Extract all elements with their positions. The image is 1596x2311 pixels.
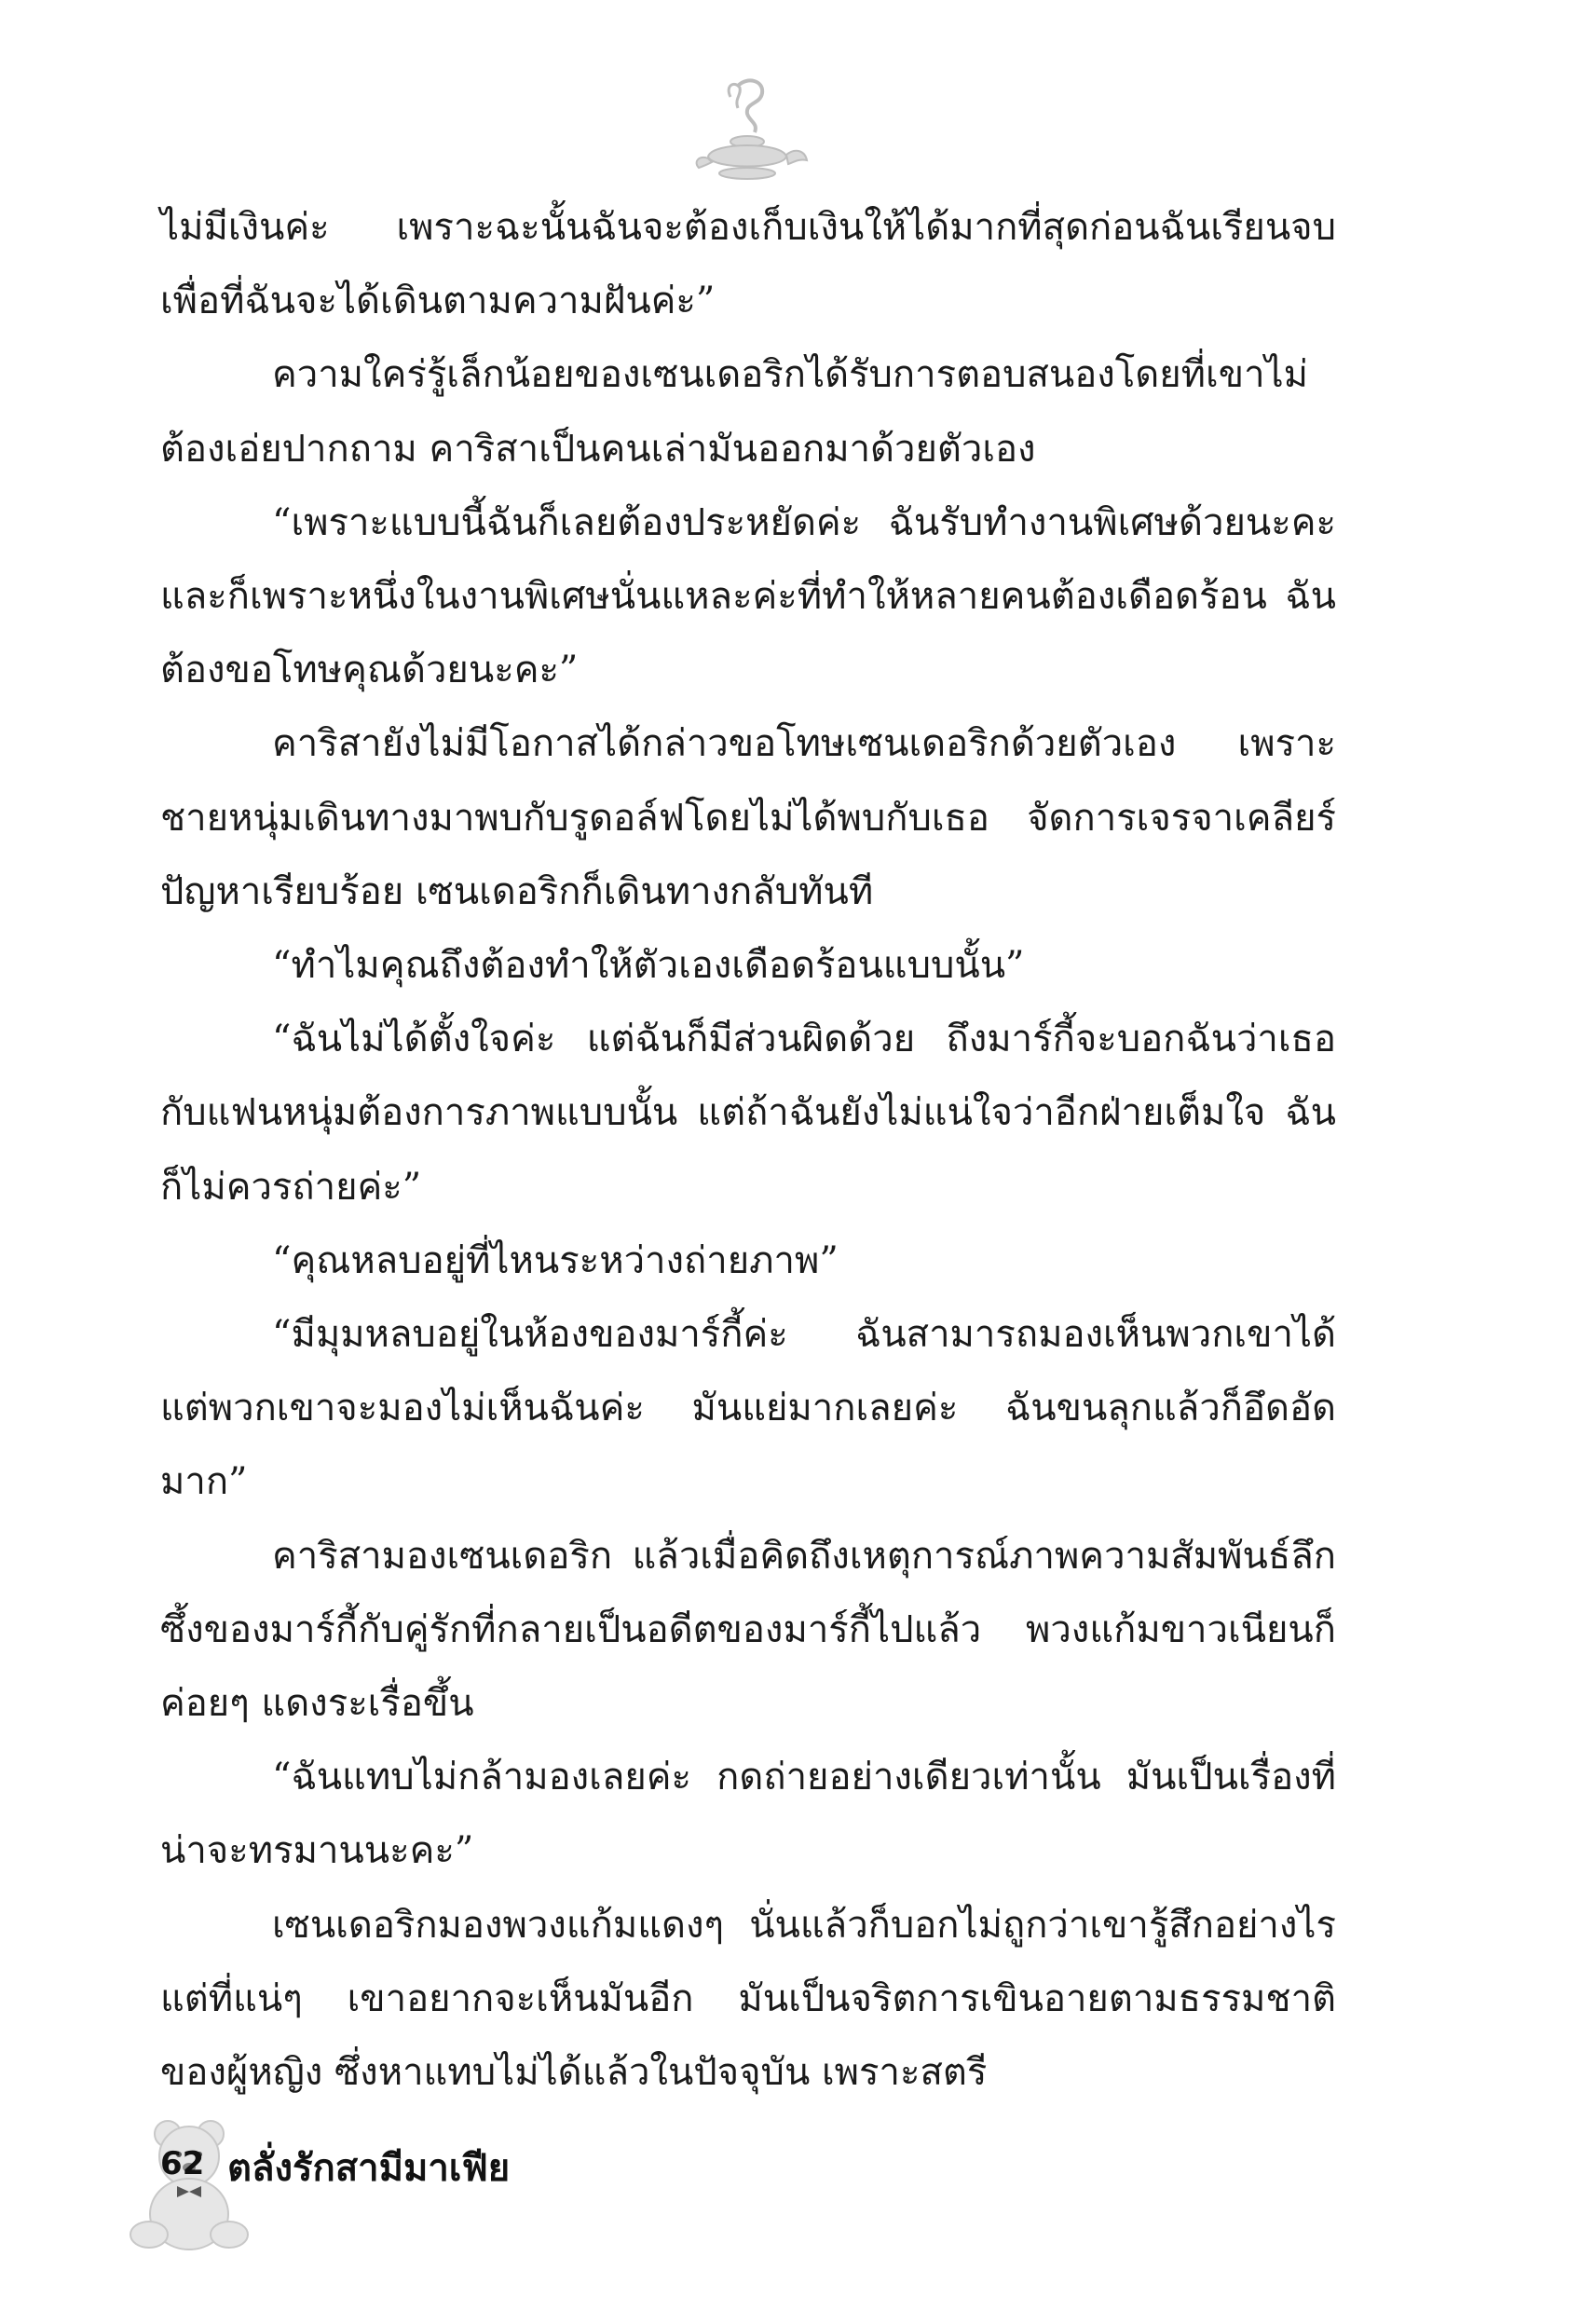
paragraph: “ทำไมคุณถึงต้องทำให้ตัวเองเดือดร้อนแบบนั้น” [272,944,1025,988]
page-number: 62 [160,2145,205,2182]
paragraph: “ฉันแทบไม่กล้ามองเลยค่ะ กดถ่ายอย่างเดียวเท่านั้น มันเป็นเรื่องที่น่าจะทรมานนะคะ” [160,1756,1336,1873]
genie-lamp-ornament-icon [689,76,811,188]
paragraph: ไม่มีเงินค่ะ เพราะฉะนั้นฉันจะต้องเก็บเงินให้ได้มากที่สุดก่อนฉันเรียนจบ เพื่อที่ฉันจะได้เดินตามความฝันค่ะ” [160,206,1348,323]
paragraph: คาริสายังไม่มีโอกาสได้กล่าวขอโทษเซนเดอริกด้วยตัวเอง เพราะชายหนุ่มเดินทางมาพบกับรูดอล์ฟโดยไม่ได้พบกับเธอ จัดการเจรจาเคลียร์ปัญหาเรียบร้อย เซนเดอริกก็เดินทางกลับทันที [160,722,1336,913]
paragraph: “มีมุมหลบอยู่ในห้องของมาร์กี้ค่ะ ฉันสามารถมองเห็นพวกเขาได้ แต่พวกเขาจะมองไม่เห็นฉันค่ะ มันแย่มากเลยค่ะ ฉันขนลุกแล้วก็อึดอัดมาก” [160,1313,1348,1504]
paragraph: “คุณหลบอยู่ที่ไหนระหว่างถ่ายภาพ” [272,1238,839,1282]
book-title: ตลั่งรักสามีมาเฟีย [227,2147,511,2190]
paragraph: “เพราะแบบนี้ฉันก็เลยต้องประหยัดค่ะ ฉันรับทำงานพิเศษด้วยนะคะ และก็เพราะหนึ่งในงานพิเศษนั่นแหละค่ะที่ทำให้หลายคนต้องเดือดร้อน ฉันต้องขอโทษคุณด้วยนะคะ” [160,500,1348,692]
paragraph: คาริสามองเซนเดอริก แล้วเมื่อคิดถึงเหตุการณ์ภาพความสัมพันธ์ลึกซึ้งของมาร์กี้กับคู่รักที่กลายเป็นอดีตของมาร์กี้ไปแล้ว พวงแก้มขาวเนียนก็ค่อยๆ แดงระเรื่อขึ้น [160,1534,1336,1726]
body-text [160,191,1348,2110]
paragraph: ความใคร่รู้เล็กน้อยของเซนเดอริกได้รับการตอบสนองโดยที่เขาไม่ต้องเอ่ยปากถาม คาริสาเป็นคนเล่ามันออกมาด้วยตัวเอง [160,353,1309,471]
paragraph: “ฉันไม่ได้ตั้งใจค่ะ แต่ฉันก็มีส่วนผิดด้วย ถึงมาร์กี้จะบอกฉันว่าเธอกับแฟนหนุ่มต้องการภาพแบบนั้น แต่ถ้าฉันยังไม่แน่ใจว่าอีกฝ่ายเต็มใจ ฉันก็ไม่ควรถ่ายค่ะ” [160,1018,1336,1209]
paragraph: เซนเดอริกมองพวงแก้มแดงๆ นั่นแล้วก็บอกไม่ถูกว่าเขารู้สึกอย่างไร แต่ที่แน่ๆ เขาอยากจะเห็นมันอีก มันเป็นจริตการเขินอายตามธรรมชาติของผู้หญิง ซึ่งหาแทบไม่ได้แล้วในปัจจุบัน เพราะสตรี [160,1903,1348,2095]
